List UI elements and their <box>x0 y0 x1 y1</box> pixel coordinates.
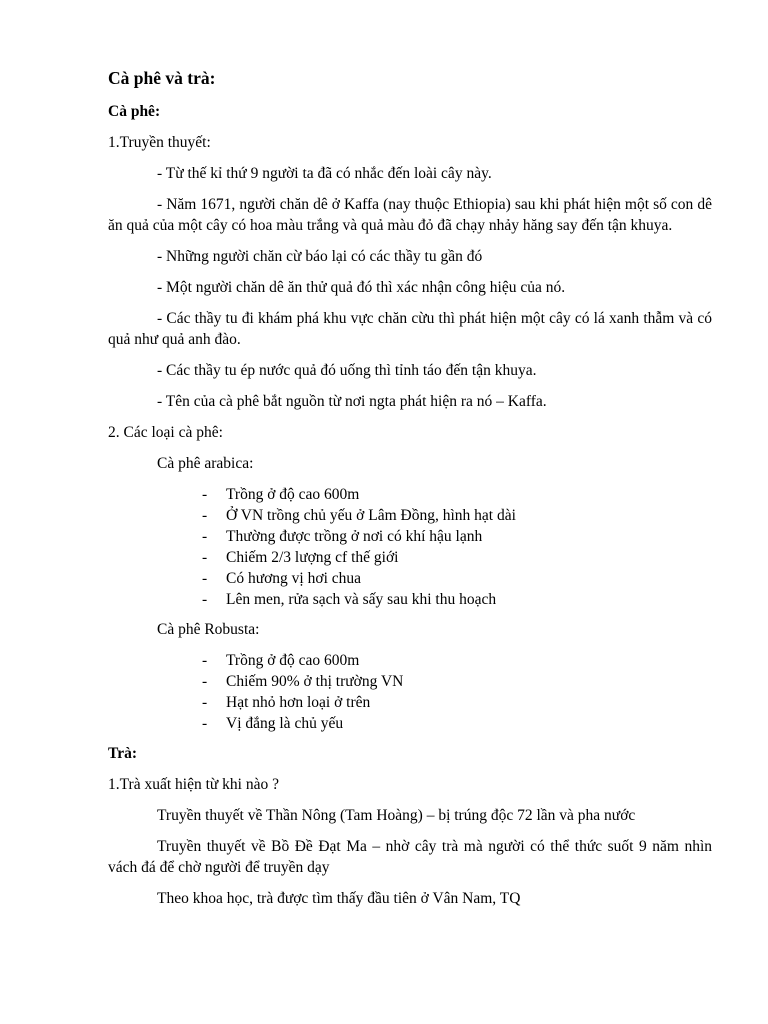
coffee-legend-paragraph: - Các thầy tu đi khám phá khu vực chăn cừu thì phát hiện một cây có lá xanh thẫm và có quả như quả anh đào. <box>108 310 712 348</box>
robusta-list <box>108 650 712 734</box>
list-item <box>108 713 712 734</box>
coffee-heading: Cà phê: <box>108 103 161 120</box>
dash-marker: - <box>202 652 208 669</box>
coffee-types-heading: 2. Các loại cà phê: <box>108 424 223 441</box>
dash-marker: - <box>202 486 208 503</box>
coffee-legend-paragraph: - Một người chăn dê ăn thử quả đó thì xác nhận công hiệu của nó. <box>157 279 566 296</box>
coffee-legend-paragraph: - Năm 1671, người chăn dê ở Kaffa (nay thuộc Ethiopia) sau khi phát hiện một số con dê ăn quả của một cây có hoa màu trắng và quả màu đỏ đã chạy nhảy hăng say đến tận khuya. <box>108 196 712 234</box>
list-item-text: Thường được trồng ở nơi có khí hậu lạnh <box>226 528 483 545</box>
dash-marker: - <box>202 694 208 711</box>
coffee-legend-paragraph: - Những người chăn cừ báo lại có các thầy tu gần đó <box>157 248 483 265</box>
list-item-text: Trồng ở độ cao 600m <box>226 486 360 503</box>
list-item <box>108 692 712 713</box>
list-item-text: Lên men, rửa sạch và sấy sau khi thu hoạch <box>226 591 497 608</box>
document-title: Cà phê và trà: <box>108 68 216 88</box>
list-item-text: Vị đắng là chủ yếu <box>226 715 344 732</box>
dash-marker: - <box>202 528 208 545</box>
tea-paragraph: Truyền thuyết về Thần Nông (Tam Hoàng) – bị trúng độc 72 lần và pha nước <box>157 807 636 824</box>
arabica-label: Cà phê arabica: <box>157 455 254 472</box>
list-item-text: Có hương vị hơi chua <box>226 570 362 587</box>
arabica-list <box>108 484 712 610</box>
coffee-legend-paragraph: - Các thầy tu ép nước quả đó uống thì tỉnh táo đến tận khuya. <box>157 362 537 379</box>
list-item <box>108 526 712 547</box>
dash-marker: - <box>202 591 208 608</box>
coffee-legend-paragraph: - Tên của cà phê bắt nguồn từ nơi ngta phát hiện ra nó – Kaffa. <box>157 393 547 410</box>
dash-marker: - <box>202 549 208 566</box>
list-item <box>108 650 712 671</box>
robusta-label: Cà phê Robusta: <box>157 621 260 638</box>
coffee-legend-paragraph: - Từ thế kỉ thứ 9 người ta đã có nhắc đến loài cây này. <box>157 165 492 182</box>
list-item <box>108 484 712 505</box>
list-item <box>108 671 712 692</box>
dash-marker: - <box>202 673 208 690</box>
tea-paragraph: Truyền thuyết về Bồ Đề Đạt Ma – nhờ cây trà mà người có thể thức suốt 9 năm nhìn vách đá để chờ người để truyền dạy <box>108 838 712 876</box>
list-item <box>108 589 712 610</box>
tea-paragraph: Theo khoa học, trà được tìm thấy đầu tiên ở Vân Nam, TQ <box>157 890 521 907</box>
list-item <box>108 505 712 526</box>
list-item-text: Hạt nhỏ hơn loại ở trên <box>226 694 371 711</box>
dash-marker: - <box>202 570 208 587</box>
list-item <box>108 547 712 568</box>
list-item-text: Ở VN trồng chủ yếu ở Lâm Đồng, hình hạt dài <box>226 507 516 524</box>
coffee-legend-heading: 1.Truyền thuyết: <box>108 134 211 151</box>
list-item-text: Chiếm 2/3 lượng cf thế giới <box>226 549 399 566</box>
tea-origin-heading: 1.Trà xuất hiện từ khi nào ? <box>108 776 279 793</box>
list-item-text: Trồng ở độ cao 600m <box>226 652 360 669</box>
dash-marker: - <box>202 715 208 732</box>
dash-marker: - <box>202 507 208 524</box>
tea-heading: Trà: <box>108 745 137 762</box>
list-item-text: Chiếm 90% ở thị trường VN <box>226 673 404 690</box>
list-item <box>108 568 712 589</box>
